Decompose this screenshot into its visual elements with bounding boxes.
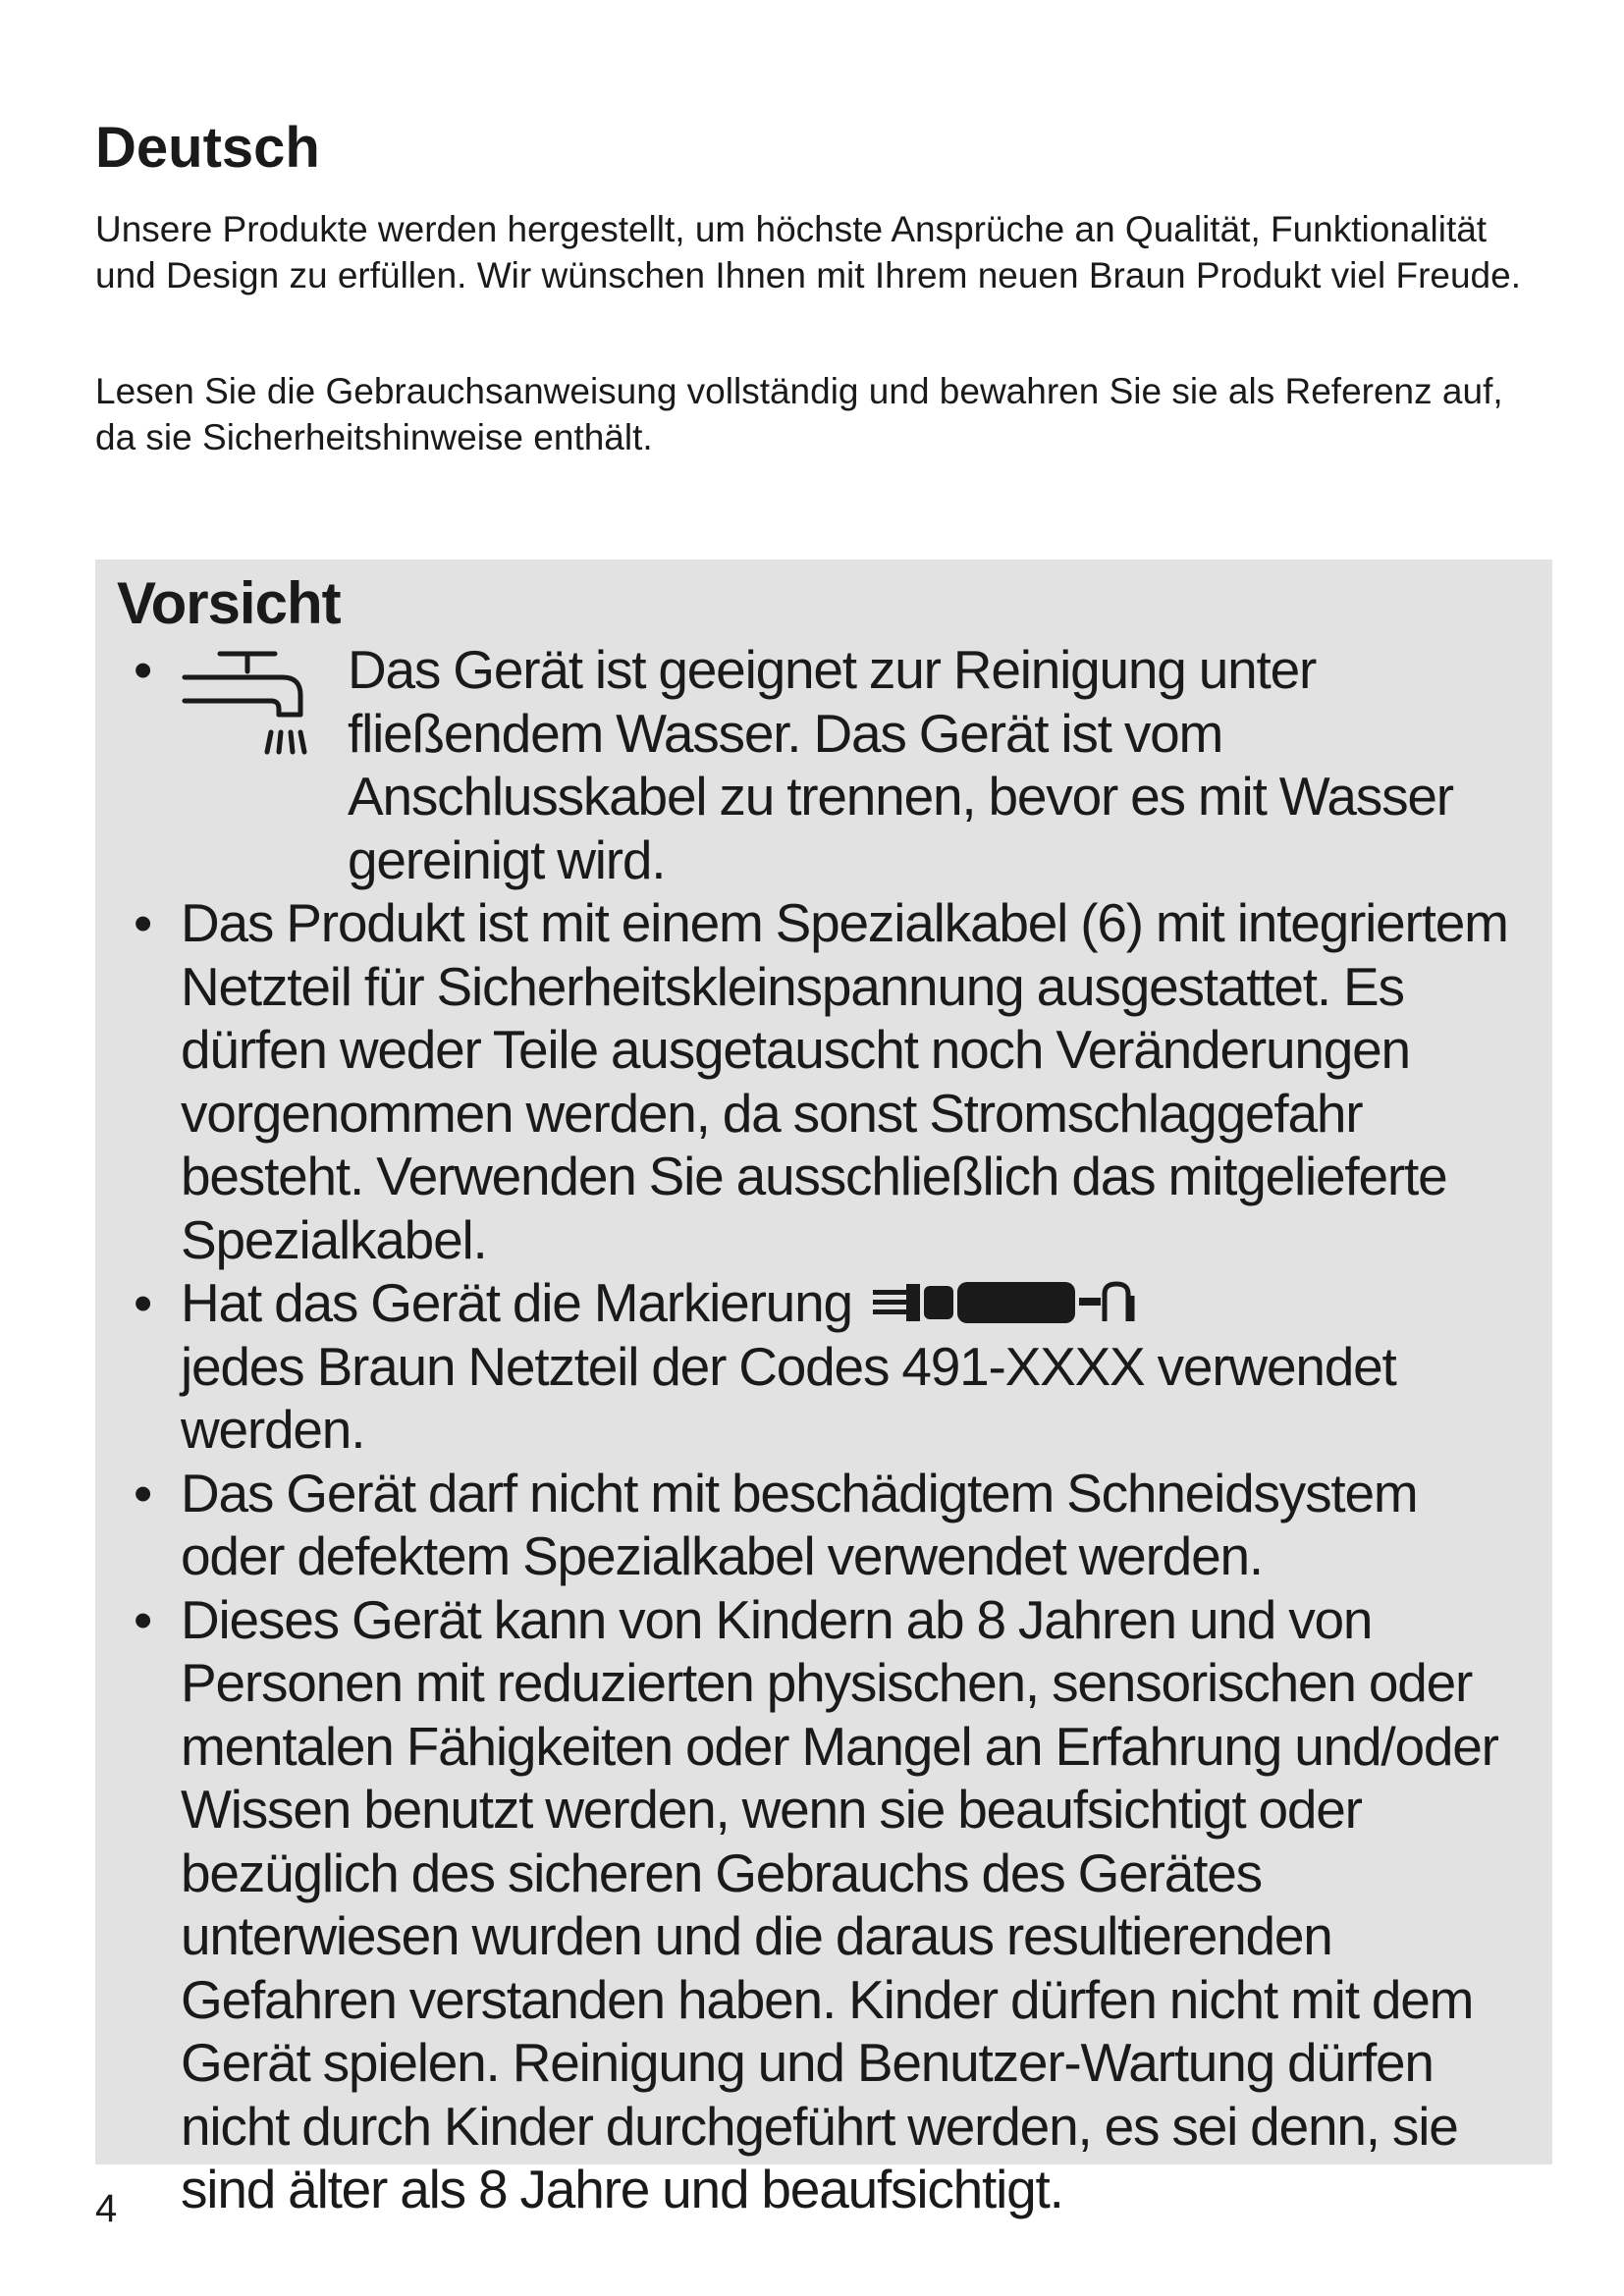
bullet: • <box>133 1588 152 1650</box>
faucet-icon <box>181 638 348 766</box>
intro-paragraph-reference: Lesen Sie die Gebrauchsanweisung vollständig und bewahren Sie sie als Referenz auf, da sie Sicherheitshinweise enthält. <box>95 371 1503 457</box>
intro-paragraph: Unsere Produkte werden hergestellt, um höchste Ansprüche an Qualität, Funktionalität und Design zu erfüllen. Wir wünschen Ihnen mit Ihrem neuen Braun Produkt viel Freude. <box>95 209 1521 295</box>
warning-list <box>117 638 1523 2221</box>
redacted-marking-icon <box>865 1278 1150 1327</box>
bullet: • <box>133 639 152 700</box>
warning-item-text: Dieses Gerät kann von Kindern ab 8 Jahren und von Personen mit reduzierten physischen, sensorischen oder mentalen Fähigkeiten oder Mangel an Erfahrung und/oder Wissen benutzt werden, wenn sie beaufsichtigt oder bezüglich des sicheren Gebrauchs des Gerätes unterwiesen wurden und die daraus resultierenden Gefahren verstanden haben. Kinder dürfen nicht mit dem Gerät spielen. Reinigung und Benutzer-Wartung dürfen nicht durch Kinder durchgeführt werden, es sei denn, sie sind älter als 8 Jahre und beaufsichtigt. <box>181 1588 1498 2219</box>
warning-item-marking <box>117 1271 1523 1462</box>
warning-item-text: Das Gerät ist geeignet zur Reinigung unter fließendem Wasser. Das Gerät ist vom Anschlusskabel zu trennen, bevor es mit Wasser gereinigt wird. <box>348 639 1453 890</box>
warning-box <box>95 560 1552 2219</box>
warning-item-text-before: Hat das Gerät die Markierung <box>181 1272 852 1333</box>
warning-item-text: Das Gerät darf nicht mit beschädigtem Schneidsystem oder defektem Spezialkabel verwendet werden. <box>181 1462 1418 1586</box>
page-number: 4 <box>95 2187 118 2230</box>
warning-item-children <box>117 1588 1523 2221</box>
warning-item-text-after: jedes Braun Netzteil der Codes 491-XXXX verwendet werden. <box>181 1335 1396 1460</box>
warning-title: Vorsicht <box>117 570 341 636</box>
warning-item-text: Das Produkt ist mit einem Spezialkabel (6) mit integriertem Netzteil für Sicherheitskleinspannung ausgestattet. Es dürfen weder Teile ausgetauscht noch Veränderungen vorgenommen werden, da sonst Stromschlaggefahr besteht. Verwenden Sie ausschließlich das mitgelieferte Spezialkabel. <box>181 892 1508 1270</box>
warning-item-special-cable <box>117 891 1523 1271</box>
bullet: • <box>133 1462 152 1523</box>
bullet: • <box>133 1272 152 1333</box>
warning-item-cleaning <box>117 638 1523 891</box>
warning-item-damaged-system <box>117 1462 1523 1588</box>
bullet: • <box>133 892 152 953</box>
page-title: Deutsch <box>95 116 320 180</box>
